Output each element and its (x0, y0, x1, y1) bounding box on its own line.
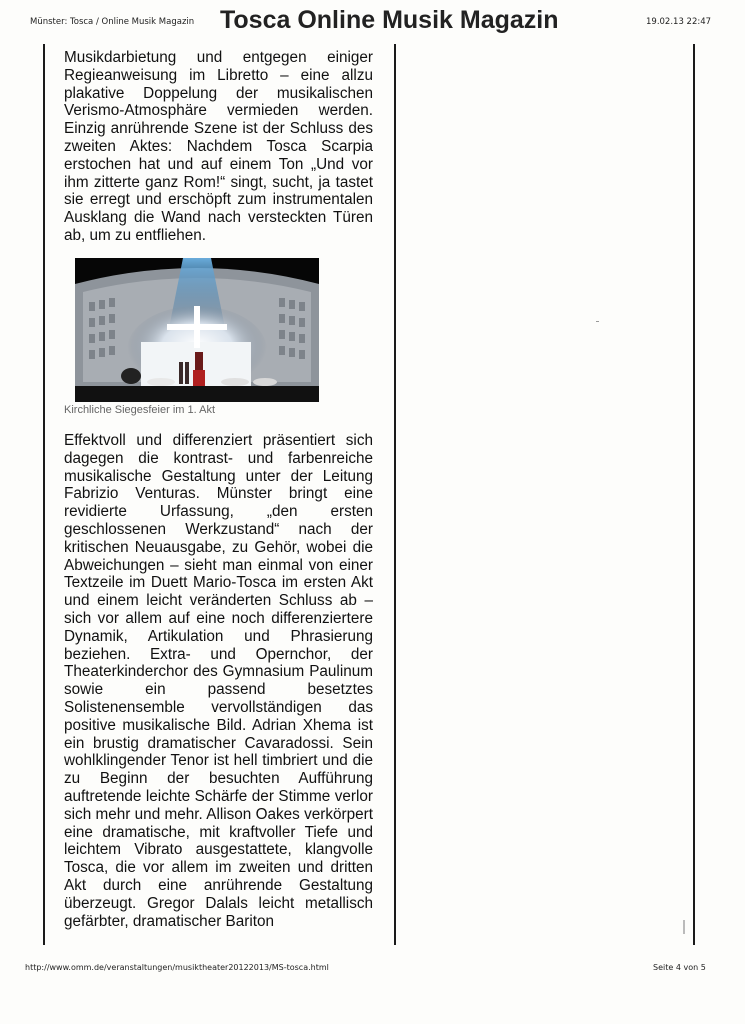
photo-caption: Kirchliche Siegesfeier im 1. Akt (64, 404, 216, 416)
column-rule-middle (394, 44, 396, 945)
column-rule-right (693, 44, 695, 945)
article-paragraph-2: Effektvoll und differenziert präsentiert sich dagegen die kontrast- und farbenreiche musikalische Gestaltung unter der Leitung Fabrizio Venturas. Münster bringt eine revidierte Urfassung, „den ersten geschlossenen Werkzustand“ nach der kritischen Neuausgabe, zu Gehör, wobei die Abweichungen – sieht man einmal von einer Textzeile im Duett Mario-Tosca im ersten Akt und einem leicht veränderten Schluss ab – sich vor allem auf eine noch differenziertere Dynamik, Artikulation und Phrasierung beziehen. Extra- und Opernchor, der Theaterkinderchor des Gymnasium Paulinum sowie ein passend besetztes Solistenensemble vervollständigen das positive musikalische Bild. Adrian Xhema ist ein brustig dramatischer Cavaradossi. Sein wohlklingender Tenor ist hell timbriert und die zu Beginn der besuchten Aufführung auftretende leichte Schärfe der Stimme verlor sich mehr und mehr. Allison Oakes verkörpert eine dramatische, mit kraftvoller Tiefe und leichtem Vibrato ausgestattete, klangvolle Tosca, die vor allem im zweiten und dritten Akt durch eine anrührende Gestaltung überzeugt. Gregor Dalals leicht metallisch gefärbter, dramatischer Bariton (64, 432, 373, 930)
article-paragraph-1: Musikdarbietung und entgegen einiger Regieanweisung im Libretto – eine allzu plakative Doppelung der musikalischen Verismo-Atmosphäre vermieden werden. Einzig anrührende Szene ist der Schluss des zweiten Aktes: Nachdem Tosca Scarpia erstochen hat und auf einem Ton „Und vor ihm zitterte ganz Rom!“ singt, sucht, ja tastet sie erregt und erschöpft zum instrumentalen Ausklang die Wand nach versteckten Türen ab, um zu entfliehen. (64, 49, 373, 244)
running-header-source: Münster: Tosca / Online Musik Magazin (30, 17, 195, 27)
page-title: Tosca Online Musik Magazin (220, 6, 559, 34)
page-number: Seite 4 von 5 (653, 963, 706, 972)
scan-speck (596, 321, 599, 322)
stage-photo (75, 258, 319, 402)
footer-url: http://www.omm.de/veranstaltungen/musiktheater20122013/MS-tosca.html (25, 963, 329, 972)
print-timestamp: 19.02.13 22:47 (646, 17, 712, 27)
column-rule-left (43, 44, 45, 945)
scan-speck (683, 920, 685, 934)
